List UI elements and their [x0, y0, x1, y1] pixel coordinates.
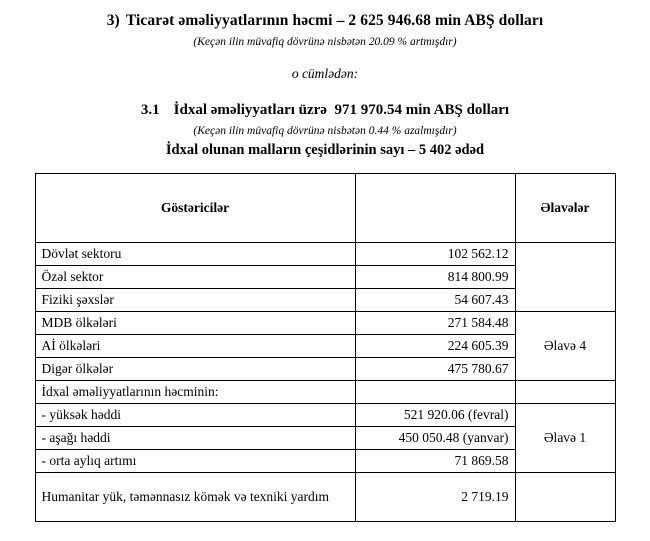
table-row — [35, 404, 615, 427]
row-label: Dövlət sektoru — [35, 243, 355, 266]
section-number: 3) — [106, 12, 120, 29]
row-value: 521 920.06 (fevral) — [355, 404, 515, 427]
subsection-number: 3.1 — [140, 102, 160, 118]
subsection-note: (Keçən ilin müvafiq dövrünə nisbətən 0.44 % azalmışdır) — [193, 125, 457, 137]
table-header-row — [35, 174, 615, 243]
row-value: 814 800.99 — [355, 266, 515, 289]
row-label: MDB ölkələri — [35, 312, 355, 335]
row-value: 450 050.48 (yanvar) — [355, 427, 515, 450]
row-note — [515, 473, 615, 522]
row-label: Fiziki şəxslər — [35, 289, 355, 312]
row-label: Humanitar yük, təmənnasız kömək və texniki yardım — [35, 473, 355, 522]
row-value: 2 719.19 — [355, 473, 515, 522]
row-label: - orta aylıq artımı — [35, 450, 355, 473]
row-note — [515, 243, 615, 312]
row-label: Özəl sektor — [35, 266, 355, 289]
indicators-table — [35, 173, 616, 522]
row-note: Əlavə 4 — [515, 312, 615, 381]
row-value: 271 584.48 — [355, 312, 515, 335]
row-value — [355, 381, 515, 404]
row-value: 102 562.12 — [355, 243, 515, 266]
row-label: - aşağı həddi — [35, 427, 355, 450]
row-value: 475 780.67 — [355, 358, 515, 381]
section-value: 2 625 946.68 — [348, 12, 431, 29]
table-row — [35, 243, 615, 266]
row-label: Digər ölkələr — [35, 358, 355, 381]
header-value — [355, 174, 515, 243]
subsection-value: 971 970.54 — [334, 102, 402, 118]
header-attachments: Əlavələr — [515, 174, 615, 243]
section-heading — [0, 12, 650, 30]
section-unit: min ABŞ dolları — [434, 12, 544, 29]
row-value: 71 869.58 — [355, 450, 515, 473]
section-dash: – — [336, 12, 345, 29]
of-which-label: o cümlədən: — [291, 66, 359, 81]
section-title: Ticarət əməliyyatlarının həcmi — [125, 12, 333, 29]
table-row — [35, 381, 615, 404]
row-note — [515, 381, 615, 404]
row-label: Aİ ölkələri — [35, 335, 355, 358]
section-note: (Keçən ilin müvafiq dövrünə nisbətən 20.09 % artmışdır) — [193, 36, 457, 48]
table-row — [35, 473, 615, 522]
row-note: Əlavə 1 — [515, 404, 615, 473]
header-indicators: Göstəricilər — [35, 174, 355, 243]
row-value: 54 607.43 — [355, 289, 515, 312]
row-label: İdxal əməliyyatlarının həcminin: — [35, 381, 355, 404]
table-row — [35, 312, 615, 335]
row-value: 224 605.39 — [355, 335, 515, 358]
goods-count-line: İdxal olunan malların çeşidlərinin sayı – 5 402 ədəd — [165, 142, 485, 158]
subsection-heading — [0, 102, 650, 119]
subsection-unit: min ABŞ dolları — [405, 102, 510, 118]
row-label: - yüksək həddi — [35, 404, 355, 427]
subsection-title: İdxal əməliyyatları üzrə — [173, 102, 327, 118]
